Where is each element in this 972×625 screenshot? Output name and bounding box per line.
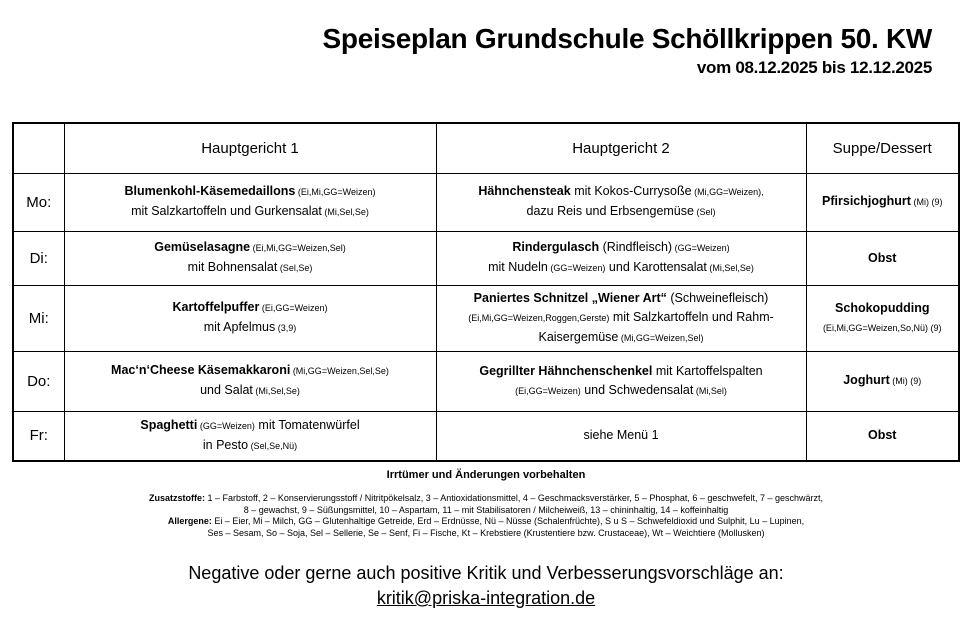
day-label: Fr:: [13, 411, 64, 461]
main2-cell: Paniertes Schnitzel „Wiener Art“ (Schweinefleisch) (Ei,Mi,GG=Weizen,Roggen,Gerste) mit Salzkartoffeln und Rahm- Kaisergemüse (Mi,GG=Weizen,Sel): [436, 285, 806, 351]
menu-table: [12, 122, 960, 462]
day-label: Mi:: [13, 285, 64, 351]
dessert-cell: Obst: [806, 231, 959, 285]
dessert-cell: Pfirsichjoghurt (Mi) (9): [806, 173, 959, 231]
main2-cell: siehe Menü 1: [436, 411, 806, 461]
table-header-row: [13, 123, 959, 173]
table-row-monday: [13, 173, 959, 231]
table-row-friday: [13, 411, 959, 461]
table-row-tuesday: [13, 231, 959, 285]
col-header-dessert: Suppe/Dessert: [806, 123, 959, 173]
col-header-main2: Hauptgericht 2: [436, 123, 806, 173]
main1-cell: Kartoffelpuffer (Ei,GG=Weizen) mit Apfelmus (3,9): [64, 285, 436, 351]
main1-cell: Spaghetti (GG=Weizen) mit Tomatenwürfel in Pesto (Sel,Se,Nü): [64, 411, 436, 461]
dessert-cell: Schokopudding (Ei,Mi,GG=Weizen,So,Nü) (9): [806, 285, 959, 351]
dessert-cell: Obst: [806, 411, 959, 461]
col-header-day: [13, 123, 64, 173]
table-row-wednesday: [13, 285, 959, 351]
contact-block: [0, 561, 972, 611]
additives-allergens-notes: Zusatzstoffe: 1 – Farbstoff, 2 – Konservierungsstoff / Nitritpökelsalz, 3 – Antioxidationsmittel, 4 – Geschmacksverstärker, 5 – Phosphat, 6 – geschwefelt, 7 – geschwärzt, 8 – gewachst, 9 – Süßungsmittel, 10 – Aspartam, 11 – mit Stabilisatoren / Milcheiweiß, 13 – chininhaltig, 14 – koffeinhaltig Allergene: Ei – Eier, Mi – Milch, GG – Glutenhaltige Getreide, Erd – Erdnüsse, Nü – Nüsse (Schalenfrüchte), S u S – Schwefeldioxid und Sulphit, Lu – Lupinen, Ses – Sesam, So – Soja, Sel – Sellerie, Se – Senf, Fi – Fische, Kt – Krebstiere (Krustentiere bzw. Crustaceae), Wt – Weichtiere (Mollusken): [149, 493, 823, 538]
contact-email-link[interactable]: kritik@priska-integration.de: [376, 588, 596, 608]
dessert-cell: Joghurt (Mi) (9): [806, 351, 959, 411]
page-title: Speiseplan Grundschule Schöllkrippen 50. KW: [322, 23, 932, 54]
disclaimer-text: Irrtümer und Änderungen vorbehalten: [386, 469, 586, 481]
contact-text: Negative oder gerne auch positive Kritik und Verbesserungsvorschläge an:: [188, 563, 784, 583]
table-row-thursday: [13, 351, 959, 411]
main2-cell: Hähnchensteak mit Kokos-Currysoße (Mi,GG=Weizen), dazu Reis und Erbsengemüse (Sel): [436, 173, 806, 231]
main2-cell: Gegrillter Hähnchenschenkel mit Kartoffelspalten (Ei,GG=Weizen) und Schwedensalat (Mi,Sel): [436, 351, 806, 411]
document-header: [0, 22, 932, 80]
col-header-main1: Hauptgericht 1: [64, 123, 436, 173]
day-label: Di:: [13, 231, 64, 285]
main2-cell: Rindergulasch (Rindfleisch) (GG=Weizen) mit Nudeln (GG=Weizen) und Karottensalat (Mi,Sel,Se): [436, 231, 806, 285]
day-label: Mo:: [13, 173, 64, 231]
date-range: vom 08.12.2025 bis 12.12.2025: [696, 58, 932, 77]
main1-cell: Blumenkohl-Käsemedaillons (Ei,Mi,GG=Weizen) mit Salzkartoffeln und Gurkensalat (Mi,Sel,Se): [64, 173, 436, 231]
main1-cell: Mac‘n‘Cheese Käsemakkaroni (Mi,GG=Weizen,Sel,Se) und Salat (Mi,Sel,Se): [64, 351, 436, 411]
day-label: Do:: [13, 351, 64, 411]
main1-cell: Gemüselasagne (Ei,Mi,GG=Weizen,Sel) mit Bohnensalat (Sel,Se): [64, 231, 436, 285]
